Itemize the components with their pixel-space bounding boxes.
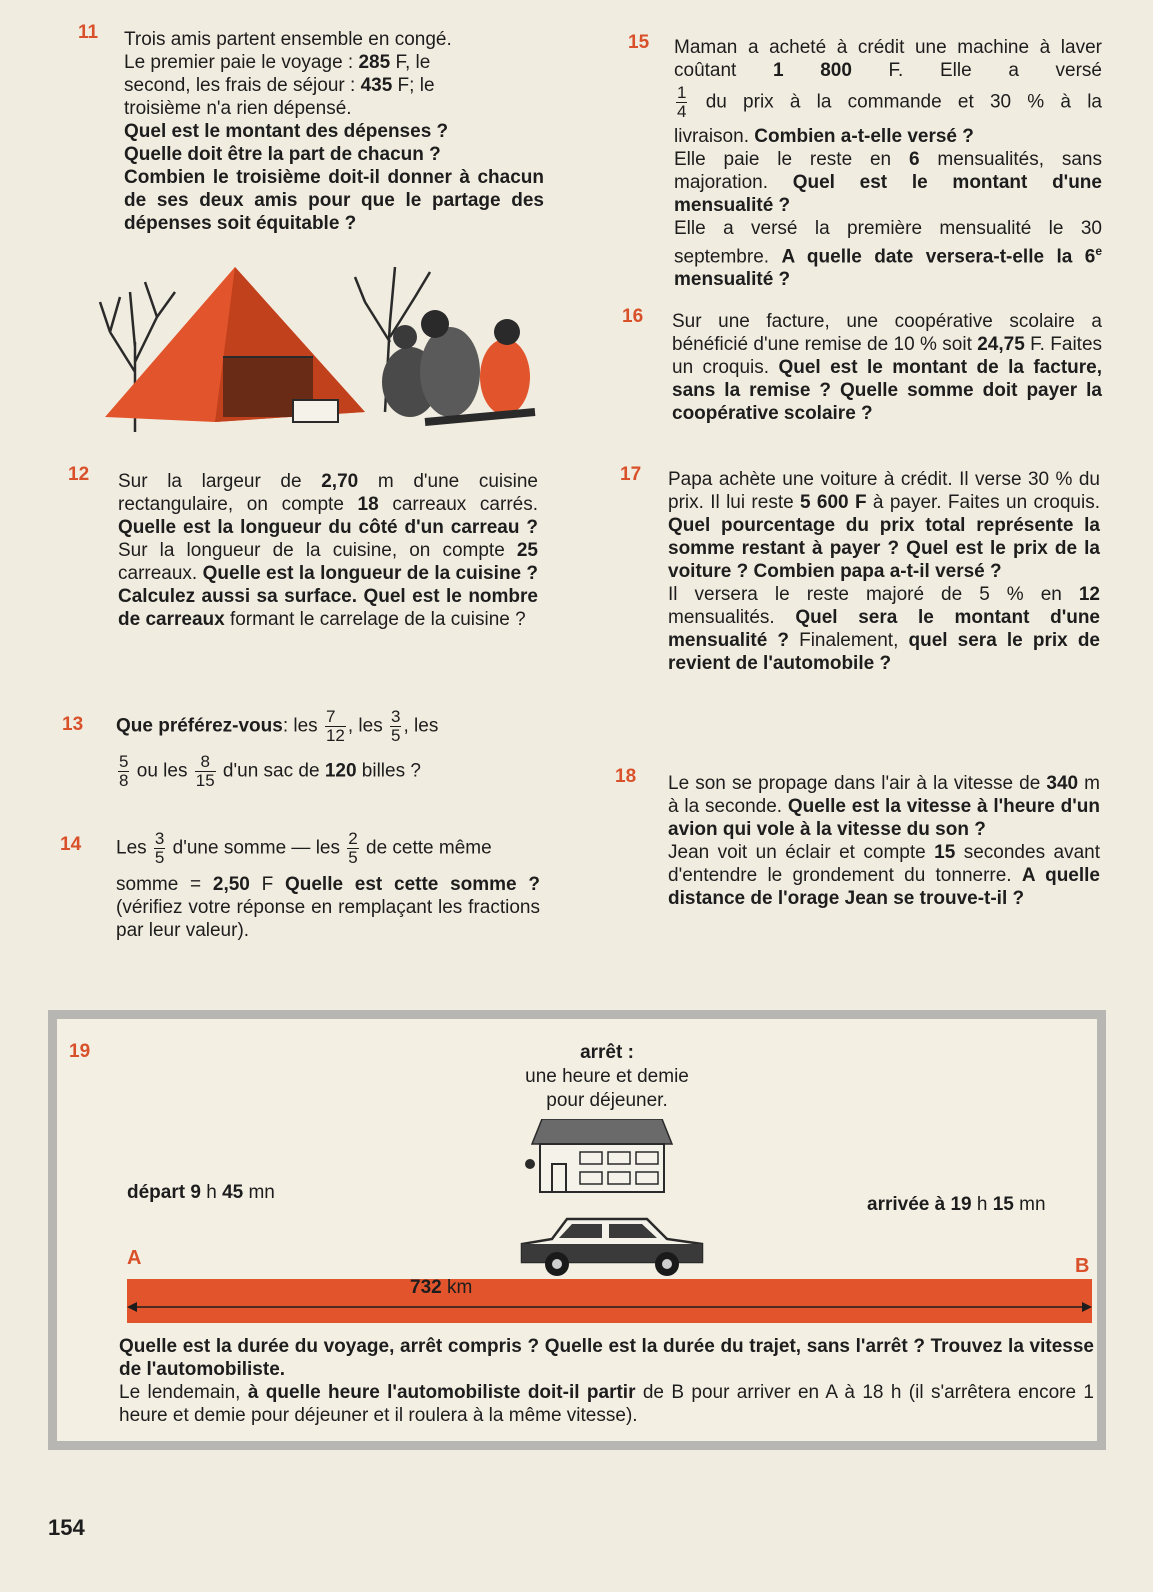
exercise-19-box xyxy=(48,1010,1106,1450)
exercise-19-text: Quelle est la durée du voyage, arrêt compris ? Quelle est la durée du trajet, sans l'arrêt ? Trouvez la vitesse de l'automobiliste. Le lendemain, à quelle heure l'automobiliste doit-il partir de B pour arriver en A à 18 h (il s'arrêtera encore 1 heure et demie pour déjeuner et il roulera à la même vitesse). xyxy=(119,1336,1094,1426)
exercise-17: Papa achète une voiture à crédit. Il verse 30 % du prix. Il lui reste 5 600 F à payer. Faites un croquis. Quel pourcentage du prix total représente la somme restant à payer ? Quel est le prix de la voiture ? Combien papa a-t-il versé ? Il versera le reste majoré de 5 % en 12 mensualités. Quel sera le montant d'une mensualité ? Finalement, quel sera le prix de revient de l'automobile ? xyxy=(668,469,1101,674)
car-icon xyxy=(517,1214,707,1279)
distance-arrow xyxy=(127,1301,1092,1313)
point-b-label: B xyxy=(1075,1255,1090,1277)
exercise-number: 13 xyxy=(62,714,84,735)
exercise-number: 12 xyxy=(68,464,90,485)
point-a-label: A xyxy=(127,1247,142,1269)
exercise-16: Sur une facture, une coopérative scolaire a bénéficié d'une remise de 10 % soit 24,75 F. Faites un croquis. Quel est le montant de la facture, sans la remise ? Quelle somme doit payer la coopérative scolaire ? xyxy=(672,311,1103,424)
exercise-number: 18 xyxy=(615,766,637,787)
exercise-number: 11 xyxy=(78,22,99,43)
exercise-number: 19 xyxy=(69,1041,91,1062)
exercise-number: 14 xyxy=(60,834,82,855)
stop-label: arrêt : une heure et demie pour déjeuner. xyxy=(525,1042,689,1111)
page-number: 154 xyxy=(48,1515,85,1540)
arrival-label: arrivée à 19 h 15 mn xyxy=(867,1194,1046,1215)
exercise-12: Sur la largeur de 2,70 m d'une cuisine rectangulaire, on compte 18 carreaux carrés. Quelle est la longueur du côté d'un carreau ? Sur la longueur de la cuisine, on compte 25 carreaux. Quelle est la longueur de la cuisine ? Calculez aussi sa surface. Quel est le nombre de carreaux formant le carrelage de la cuisine ? xyxy=(118,471,539,630)
exercise-number: 17 xyxy=(620,464,642,485)
exercise-number: 16 xyxy=(622,306,644,327)
exercise-13: Que préférez-vous: les $\frac{7}{12}$ , les $\frac{3}{5}$ , les $\frac{5}{8}$ ou les $\frac{8}{15}$ d'un sac de 120 billes ? xyxy=(116,707,439,790)
distance-label: 732 km xyxy=(410,1277,473,1298)
exercise-15: Maman a acheté à crédit une machine à laver coûtant 1 800 F. Elle a versé $\frac{1}{4}$ du prix à la commande et 30 % à la livraison. Combien a-t-elle versé ? Elle paie le reste en 6 mensualités, sans majoration. Quel est le montant d'une mensualité ? Elle a versé la première mensualité le 30 septembre. A quelle date versera-t-elle la 6e mensualité ? xyxy=(674,37,1103,291)
campers-icon xyxy=(382,310,535,422)
exercise-18: Le son se propage dans l'air à la vitesse de 340 m à la seconde. Quelle est la vitesse à l'heure d'un avion qui vole à la vitesse du son ? Jean voit un éclair et compte 15 secondes avant d'entendre le grondement du tonnerre. A quelle distance de l'orage Jean se trouve-t-il ? xyxy=(668,773,1101,909)
departure-label: départ 9 h 45 mn xyxy=(127,1182,275,1203)
camping-illustration xyxy=(95,262,545,442)
exercise-number: 15 xyxy=(628,32,650,53)
house-icon xyxy=(522,1119,682,1194)
exercise-11: Trois amis partent ensemble en congé. Le premier paie le voyage : 285 F, le second, les frais de séjour : 435 F; le troisième n'a rien dépensé. Quel est le montant des dépenses ? Quelle doit être la part de chacun ? Combien le troisième doit-il donner à chacun de ses deux amis pour que le partage des dépenses soit équitable ? xyxy=(124,29,544,234)
exercise-14: Les $\frac{3}{5}$ d'une somme — les $\frac{2}{5}$ de cette même somme = 2,50 F Quelle est cette somme ? (vérifiez votre réponse en remplaçant les fractions par leur valeur). xyxy=(116,829,540,941)
